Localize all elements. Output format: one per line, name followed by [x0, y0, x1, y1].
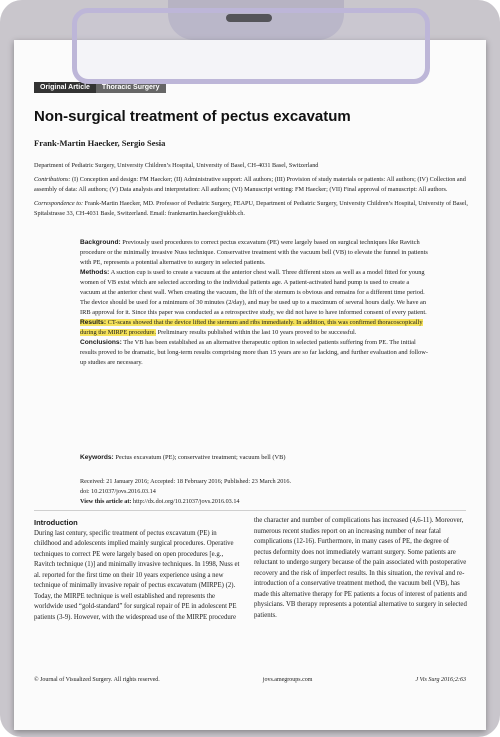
copyright: © Journal of Visualized Surgery. All rights reserved. — [34, 677, 160, 683]
abstract-results: Results: CT-scans showed that the device lifted the sternum and ribs immediately. In addition, this was confirmed thoracoscopically during the MIRPE procedure. Preliminary results published within the last 10 years proved to be successful. — [80, 319, 423, 336]
correspondence: Correspondence to: Frank-Martin Haecker, MD. Professor of Pediatric Surgery, FEAPU, Department of Pediatric Surgery, University Children’s Hospital, University of Basel, Spitalstrasse 33, CH-4031 Basle, Switzerland. Email: frankmartin.haecker@ukbb.ch. — [34, 200, 468, 217]
intro-heading: Introduction — [34, 518, 78, 527]
abstract — [80, 238, 428, 368]
site-url: jovs.amegroups.com — [262, 677, 313, 683]
contributions: Contributions: (I) Conception and design: FM Haecker; (II) Administrative support: All authors; (III) Provision of study materials or patients: All authors; (IV) Collection and assembly of data: All authors; (V) Data analysis and interpretation: All authors; (VI) Manuscript writing: FM Haecker; (VII) Final approval of manuscript: All authors. — [34, 176, 466, 193]
intro-right-column — [254, 516, 468, 621]
abstract-background: Background: Previously used procedures to correct pectus excavatum (PE) were largely based on surgical techniques like Ravitch procedure or the minimally invasive Nuss technique. Conservative treatment with the vacuum bell (VB) to elevate the funnel in patients with PE, represents a potential alternative to surgery in selected patients. — [80, 239, 428, 266]
abstract-methods: Methods: A suction cup is used to create a vacuum at the anterior chest wall. Three different sizes as well as a model fitted for young women of VB exist which are selected according to the individual patients age. A patient-activated hand pump is used to create a vacuum at the anterior chest wall. When creating the vacuum, the lift of the sternum is obvious and remains for a different time period. The device should be used for a minimum of 30 minutes (2/day), and may be used up to a maximum of several hours daily. We have an IRB approval for it. Since this paper was conducted as a retrospective study, we did not have to have informed consent of every patient. — [80, 269, 427, 316]
article-meta — [34, 161, 470, 223]
section-tag: Thoracic Surgery — [96, 82, 166, 93]
citation: J Vis Surg 2016;2:63 — [415, 677, 466, 683]
intro-right-text: the character and number of complications has increased (4,6-11). Moreover, numerous recent studies report on an increasing number of near fatal complications (12-16). Furthermore, in many cases of PE, the degree of pectus deformity does not immediately warrant surgery. Some patients are reluctant to undergo surgery because of the pain associated with postoperative recovery and the risk of imperfect results. In this situation, the revival and re-introduction of a conservative treatment method, the vacuum bell (VB), has made this alternative therapy for PE patients a focus of interest of patients and physicians. VB therapy represents a potential alternative to surgery in selected patients. — [254, 517, 467, 619]
article-title: Non-surgical treatment of pectus excavatum — [34, 108, 351, 125]
divider — [34, 510, 466, 511]
abstract-conclusions: Conclusions: The VB has been established as an alternative therapeutic option in selected patients suffering from PE. The initial results proved to be dramatic, but long-term results comprising more than 15 years are so far lacking, and further evaluation and follow-up studies are necessary. — [80, 339, 429, 366]
keywords: Keywords: Pectus excavatum (PE); conservative treatment; vacuum bell (VB) — [80, 454, 286, 461]
doi: doi: 10.21037/jovs.2016.03.14 — [80, 488, 156, 495]
article-authors: Frank-Martin Haecker, Sergio Sesia — [34, 138, 166, 148]
affiliation: Department of Pediatric Surgery, University Children’s Hospital, University of Basel, CH-4031 Basel, Switzerland — [34, 162, 319, 169]
intro-left-text: During last century, specific treatment of pectus excavatum (PE) in childhood and adolescents implied mainly surgical procedures. Operative techniques to correct PE were largely based on open procedures [e.g., Ravitch technique (1)] and minimally invasive techniques. In 1998, Nuss et al. reported for the first time on their 10 years experience using a new technique of minimally invasive repair of pectus excavatum (MIRPE) (2). Today, the MIRPE technique is well established and represents the worldwide used “gold-standard” for surgical repair of PE in adolescent PE patients (3-9). However, with the widespread use of the MIRPE procedure — [34, 529, 240, 621]
document-page — [14, 40, 486, 730]
article-link[interactable]: http://dx.doi.org/10.21037/jovs.2016.03.14 — [133, 498, 240, 505]
clipboard-hole — [226, 14, 272, 22]
intro-left-column — [34, 518, 242, 623]
article-type-tag: Original Article — [34, 82, 96, 93]
view-article: View this article at: http://dx.doi.org/10.21037/jovs.2016.03.14 — [80, 498, 240, 505]
publication-info — [80, 477, 291, 507]
received-dates: Received: 21 January 2016; Accepted: 18 February 2016; Published: 23 March 2016. — [80, 478, 292, 485]
highlighted-results: Results: CT-scans showed that the device lifted the sternum and ribs immediately. In addition, this was confirmed thoracoscopically during the MIRPE procedure. — [80, 319, 423, 336]
page-footer — [34, 677, 466, 683]
